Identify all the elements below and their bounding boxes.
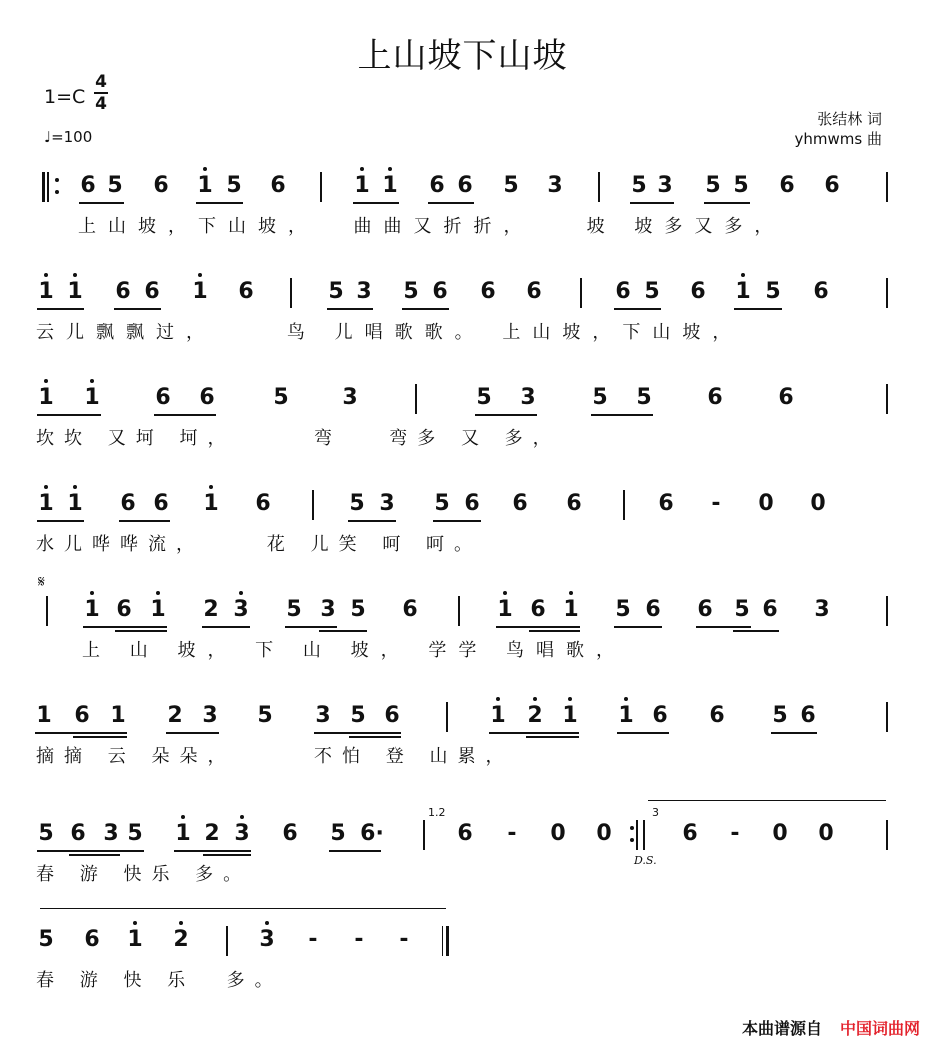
octave-dot [179, 921, 183, 925]
octave-dot [198, 273, 202, 277]
note: 5 [38, 821, 54, 846]
note: 5 [733, 173, 749, 198]
note: 5 [765, 279, 781, 304]
note: 1 [67, 491, 83, 516]
underline [489, 732, 579, 734]
underline [115, 630, 167, 632]
note: 6 [74, 703, 90, 728]
note: 1 [67, 279, 83, 304]
underline [402, 308, 449, 310]
barline [886, 278, 888, 308]
underline [202, 626, 250, 628]
note: 5 [644, 279, 660, 304]
note: 1 [618, 703, 634, 728]
note: 5 [286, 597, 302, 622]
note: 6 [824, 173, 840, 198]
octave-dot [388, 167, 392, 171]
note: 1 [150, 597, 166, 622]
note: 0 [818, 821, 834, 846]
octave-dot [203, 167, 207, 171]
lyric-line: 上山坡，下山坡， 曲曲又折折， 坡 坡多又多， [78, 216, 785, 237]
note: 1 [562, 703, 578, 728]
note: 3 [234, 821, 250, 846]
octave-dot [496, 697, 500, 701]
note: 5 [403, 279, 419, 304]
note: 3 [320, 597, 336, 622]
note: 6 [709, 703, 725, 728]
note: 5 [328, 279, 344, 304]
underline [614, 626, 662, 628]
note: 6 [530, 597, 546, 622]
note: 6 [384, 703, 400, 728]
footer-source [742, 1016, 920, 1039]
note: 5 [476, 385, 492, 410]
octave-dot [90, 591, 94, 595]
underline [475, 414, 537, 416]
note: 3 [547, 173, 563, 198]
octave-dot [533, 697, 537, 701]
octave-dot [265, 921, 269, 925]
note: 6 [80, 173, 96, 198]
underline [114, 308, 161, 310]
octave-dot [181, 815, 185, 819]
note: 2 [167, 703, 183, 728]
note: 3 [356, 279, 372, 304]
note: 6 [432, 279, 448, 304]
octave-dot [569, 591, 573, 595]
note: 1 [127, 927, 143, 952]
underline [733, 630, 779, 632]
repeat-dot [630, 838, 634, 842]
octave-dot [90, 379, 94, 383]
key-signature: 1=C [44, 86, 86, 108]
underline [119, 520, 170, 522]
barline [226, 926, 228, 956]
barline [423, 820, 425, 850]
repeat-dot [55, 190, 59, 194]
note: 6 [70, 821, 86, 846]
note: 1 [110, 703, 126, 728]
underline [174, 850, 251, 852]
note: 6 [116, 597, 132, 622]
repeat-start [42, 172, 45, 202]
underline [353, 202, 399, 204]
barline [458, 596, 460, 626]
note: 5 [772, 703, 788, 728]
note: 1 [382, 173, 398, 198]
octave-dot [568, 697, 572, 701]
footer-site: 中国词曲网 [839, 1019, 920, 1038]
note: 1 [354, 173, 370, 198]
note: 1 [197, 173, 213, 198]
underline [496, 626, 580, 628]
barline [886, 596, 888, 626]
underline [349, 736, 401, 738]
underline [329, 850, 381, 852]
note: 5 [631, 173, 647, 198]
note: 5 [636, 385, 652, 410]
octave-dot [133, 921, 137, 925]
volta-1-label: 1.2 [428, 806, 446, 819]
page-title: 上山坡下山坡 [357, 36, 568, 76]
underline [314, 732, 401, 734]
composer-credit: yhmwms 曲 [794, 130, 882, 148]
meter-bottom: 4 [95, 94, 107, 114]
note: 1 [84, 597, 100, 622]
note: - [308, 927, 318, 952]
volta-2-bracket [648, 800, 886, 801]
note: 2 [203, 597, 219, 622]
underline [428, 202, 474, 204]
note: 1 [490, 703, 506, 728]
footer-label: 本曲谱源自 [741, 1019, 822, 1038]
note: 6 [457, 173, 473, 198]
note: 5 [592, 385, 608, 410]
octave-dot [73, 273, 77, 277]
note: 6 [480, 279, 496, 304]
note: 5 [734, 597, 750, 622]
note: 3 [202, 703, 218, 728]
note: 1 [735, 279, 751, 304]
note: 6 [155, 385, 171, 410]
underline [433, 520, 481, 522]
underline [704, 202, 750, 204]
note: 2 [527, 703, 543, 728]
repeat-start [47, 172, 49, 202]
underline [285, 626, 337, 628]
barline [886, 384, 888, 414]
note: 6 [645, 597, 661, 622]
note: 1 [38, 279, 54, 304]
note: 1 [192, 279, 208, 304]
note: 3 [233, 597, 249, 622]
underline [529, 630, 580, 632]
note: 6 [526, 279, 542, 304]
note: 6 [615, 279, 631, 304]
underline [166, 732, 219, 734]
barline [886, 172, 888, 202]
note: 6 [779, 173, 795, 198]
repeat-dot [630, 826, 634, 830]
note: 3 [520, 385, 536, 410]
repeat-dot [55, 178, 59, 182]
lyric-line: 春 游 快 乐 多。 [36, 970, 283, 991]
note: 6 [464, 491, 480, 516]
volta-bracket [40, 908, 446, 909]
note: 5 [257, 703, 273, 728]
barline [623, 490, 625, 520]
lyric-line: 云儿飘飘过， 鸟 儿唱歌歌。 上山坡，下山坡， [36, 322, 743, 343]
octave-dot [209, 485, 213, 489]
underline [79, 202, 124, 204]
final-barline [442, 926, 443, 956]
note: - [507, 821, 517, 846]
volta-2-label: 3 [652, 806, 659, 819]
underline [37, 850, 144, 852]
note: 0 [550, 821, 566, 846]
note: 5 [330, 821, 346, 846]
note: 6· [360, 821, 384, 846]
note: 2 [204, 821, 220, 846]
underline [696, 626, 751, 628]
note: 6 [282, 821, 298, 846]
note: - [399, 927, 409, 952]
note: 0 [772, 821, 788, 846]
octave-dot [73, 485, 77, 489]
note: 2 [173, 927, 189, 952]
lyric-line: 上 山 坡， 下 山 坡， 学学 鸟唱歌， [82, 640, 627, 661]
lyric-line: 摘摘 云 朵朵， 不怕 登 山累， [36, 746, 514, 767]
note: 6 [707, 385, 723, 410]
underline [630, 202, 674, 204]
octave-dot [44, 485, 48, 489]
lyric-line: 春 游 快乐 多。 [36, 864, 252, 885]
note: 6 [682, 821, 698, 846]
barline [320, 172, 322, 202]
note: - [730, 821, 740, 846]
barline [415, 384, 417, 414]
barline [290, 278, 292, 308]
note: 1 [36, 703, 52, 728]
note: 6 [697, 597, 713, 622]
note: 5 [38, 927, 54, 952]
note: 6 [115, 279, 131, 304]
underline [526, 736, 579, 738]
octave-dot [360, 167, 364, 171]
note: 6 [153, 491, 169, 516]
note: 6 [512, 491, 528, 516]
repeat-end [636, 820, 638, 850]
note: 1 [38, 491, 54, 516]
barline [598, 172, 600, 202]
note: 5 [226, 173, 242, 198]
final-barline [446, 926, 449, 956]
ds-marking: D.S. [634, 854, 657, 867]
segno-icon: 𝄋 [38, 572, 45, 591]
lyricist-credit: 张结林 词 [817, 110, 882, 128]
underline [319, 630, 367, 632]
note: 5 [107, 173, 123, 198]
note: 5 [350, 703, 366, 728]
barline [312, 490, 314, 520]
barline [886, 702, 888, 732]
note: 6 [199, 385, 215, 410]
note: 5 [705, 173, 721, 198]
note: - [354, 927, 364, 952]
note: 5 [349, 491, 365, 516]
note: 1 [175, 821, 191, 846]
underline [83, 626, 167, 628]
note: 3 [814, 597, 830, 622]
note: 6 [566, 491, 582, 516]
underline [617, 732, 669, 734]
note: 3 [315, 703, 331, 728]
underline [37, 414, 101, 416]
note: 6 [153, 173, 169, 198]
barline [580, 278, 582, 308]
note: 5 [350, 597, 366, 622]
note: 3 [657, 173, 673, 198]
underline [196, 202, 243, 204]
note: 1 [84, 385, 100, 410]
note: 6 [255, 491, 271, 516]
note: 0 [810, 491, 826, 516]
repeat-end [643, 820, 645, 850]
note: 6 [120, 491, 136, 516]
note: 6 [658, 491, 674, 516]
underline [37, 520, 84, 522]
note: 6 [813, 279, 829, 304]
barline [46, 596, 48, 626]
note: 5 [615, 597, 631, 622]
note: 0 [758, 491, 774, 516]
note: 6 [690, 279, 706, 304]
note: 6 [402, 597, 418, 622]
underline [348, 520, 396, 522]
note: 6 [270, 173, 286, 198]
note: 6 [652, 703, 668, 728]
underline [327, 308, 373, 310]
note: 6 [778, 385, 794, 410]
underline [35, 732, 127, 734]
note: 0 [596, 821, 612, 846]
note: 6 [457, 821, 473, 846]
octave-dot [44, 379, 48, 383]
note: 1 [497, 597, 513, 622]
time-signature [94, 72, 108, 114]
tempo-marking: ♩=100 [44, 128, 93, 146]
octave-dot [503, 591, 507, 595]
barline [446, 702, 448, 732]
octave-dot [156, 591, 160, 595]
note: 5 [503, 173, 519, 198]
underline [69, 854, 120, 856]
note: 3 [103, 821, 119, 846]
note: 1 [563, 597, 579, 622]
note: 6 [84, 927, 100, 952]
note: - [711, 491, 721, 516]
underline [203, 854, 251, 856]
octave-dot [239, 591, 243, 595]
note: 6 [144, 279, 160, 304]
note: 1 [38, 385, 54, 410]
lyric-line: 水儿哗哗流， 花 儿笑 呵 呵。 [36, 534, 483, 555]
barline [886, 820, 888, 850]
note: 3 [342, 385, 358, 410]
note: 6 [800, 703, 816, 728]
underline [614, 308, 661, 310]
note: 6 [238, 279, 254, 304]
octave-dot [741, 273, 745, 277]
note: 6 [429, 173, 445, 198]
underline [771, 732, 817, 734]
underline [154, 414, 216, 416]
note: 5 [273, 385, 289, 410]
underline [591, 414, 653, 416]
lyric-line: 坎坎 又坷 坷， 弯 弯多 又 多， [36, 428, 561, 449]
note: 3 [379, 491, 395, 516]
note: 5 [434, 491, 450, 516]
underline [37, 308, 84, 310]
underline [73, 736, 127, 738]
note: 6 [762, 597, 778, 622]
octave-dot [240, 815, 244, 819]
octave-dot [624, 697, 628, 701]
note: 5 [127, 821, 143, 846]
note: 3 [259, 927, 275, 952]
octave-dot [44, 273, 48, 277]
meter-top: 4 [95, 72, 107, 92]
underline [734, 308, 782, 310]
note: 1 [203, 491, 219, 516]
